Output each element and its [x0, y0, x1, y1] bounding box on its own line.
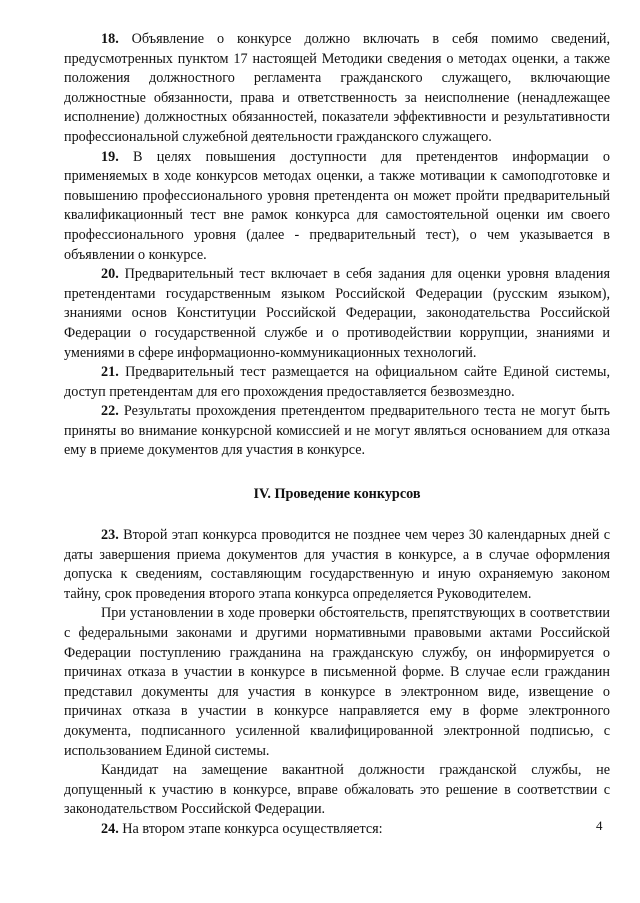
paragraph-text: Результаты прохождения претендентом предварительного теста не могут быть приняты во внимание конкурсной комиссией и не могут являться основанием для отказа ему в приеме документов для участия в конкурсе.	[64, 403, 611, 459]
paragraph	[64, 526, 610, 604]
paragraph-number: 22.	[101, 403, 119, 420]
section-title: IV. Проведение конкурсов	[253, 486, 421, 503]
paragraph-number: 19.	[101, 148, 119, 165]
paragraph-number: 20.	[101, 266, 119, 283]
paragraph-number: 23.	[101, 527, 119, 544]
paragraph-text: При установлении в ходе проверки обстоятельств, препятствующих в соответствии с федеральными законами и другими нормативными правовыми актами Российской Федерации поступлению гражданина на гражданскую службу, он информируется о причинах отказа в участии в конкурсе в письменной форме. В случае если гражданин представил документы для участия в конкурсе в электронном виде, извещение о причинах отказа в участии в конкурсе направляется ему в форме электронного документа, подписанного усиленной квалифицированной электронной подписью, с использованием Единой системы.	[64, 605, 610, 759]
paragraph-text: Второй этап конкурса проводится не позднее чем через 30 календарных дней с даты завершения приема документов для участия в конкурсе, а в случае оформления допуска к сведениям, составляющим государственную и иную охраняемую законом тайну, срок проведения второго этапа конкурса определяется Руководителем.	[64, 527, 610, 602]
paragraph	[64, 30, 610, 148]
document-body	[64, 30, 610, 840]
paragraph-text: Предварительный тест включает в себя задания для оценки уровня владения претендентами государственным языком Российской Федерации (русским языком), знаниями основ Конституции Российской Федерации, законодательства Российской Федерации о государственной службе и о противодействии коррупции, знаниями и умениями в сфере информационно-коммуникационных технологий.	[64, 266, 611, 361]
paragraph	[64, 820, 610, 840]
paragraph-text: Предварительный тест размещается на официальном сайте Единой системы, доступ претендентам для его прохождения предоставляется безвозмездно.	[64, 364, 611, 400]
paragraph-text: Объявление о конкурсе должно включать в себя помимо сведений, предусмотренных пунктом 17 настоящей Методики сведения о методах оценки, а также положения должностного регламента гражданского служащего, включающие должностные обязанности, права и ответственность за неисполнение (ненадлежащее исполнение) должностных обязанностей, показатели эффективности и результативности профессиональной служебной деятельности гражданского служащего.	[64, 31, 610, 145]
paragraph-number: 24.	[101, 820, 119, 837]
paragraph	[64, 604, 610, 761]
page-number: 4	[596, 818, 603, 833]
paragraph	[64, 148, 610, 266]
paragraph	[64, 265, 610, 363]
paragraph-text: В целях повышения доступности для претендентов информации о применяемых в ходе конкурсов методах оценки, а также мотивации к самоподготовке и повышению профессионального уровня претендента он может пройти предварительный квалификационный тест вне рамок конкурса для самостоятельной оценки им своего профессионального уровня (далее - предварительный тест), о чем указывается в объявлении о конкурсе.	[64, 148, 610, 263]
paragraph-number: 21.	[101, 364, 119, 381]
paragraph	[64, 761, 610, 820]
paragraphs-after-section	[64, 526, 610, 840]
paragraph-text: На втором этапе конкурса осуществляется:	[122, 820, 383, 837]
paragraph	[64, 363, 610, 402]
paragraph-number: 18.	[101, 31, 119, 47]
paragraph	[64, 402, 610, 461]
paragraph-text: Кандидат на замещение вакантной должности гражданской службы, не допущенный к участию в конкурсе, вправе обжаловать это решение в соответствии с законодательством Российской Федерации.	[64, 762, 610, 818]
paragraphs-before-section	[64, 30, 610, 461]
